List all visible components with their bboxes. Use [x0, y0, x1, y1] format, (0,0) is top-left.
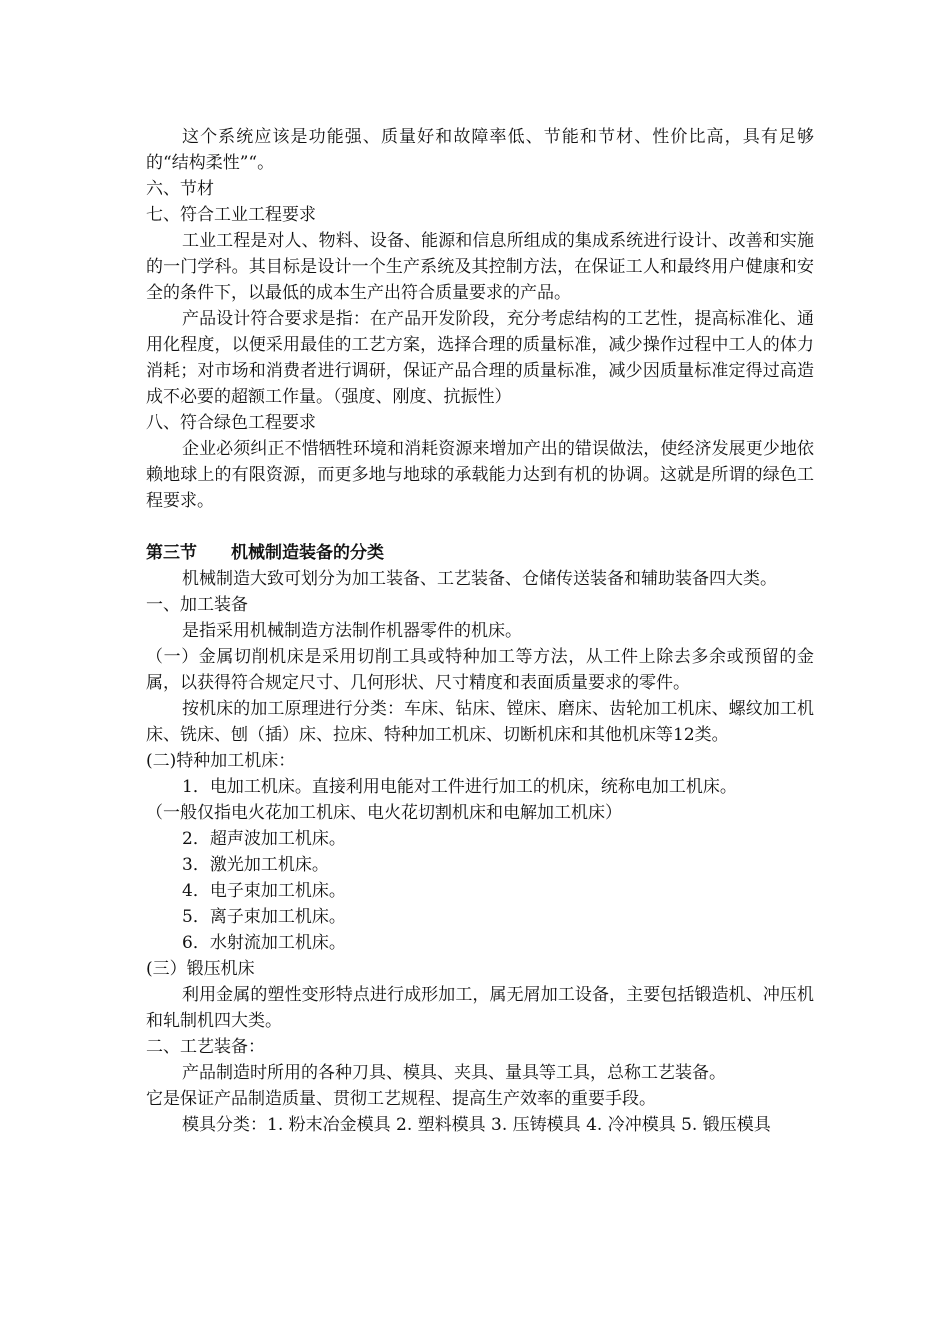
paragraph-machine-tool-definition: 是指采用机械制造方法制作机器零件的机床。 — [182, 621, 522, 641]
heading-processing-equipment: 一、加工装备 — [146, 595, 248, 615]
list-item-electrical-machining: 1．电加工机床。直接利用电能对工件进行加工的机床，统称电加工机床。 — [182, 777, 737, 797]
paragraph-mold-classification: 模具分类：1. 粉末冶金模具 2. 塑料模具 3. 压铸模具 4. 冷冲模具 5. 锻压模具 — [182, 1115, 771, 1135]
list-item-electron-beam: 4．电子束加工机床。 — [182, 881, 346, 901]
list-item-laser: 3．激光加工机床。 — [182, 855, 329, 875]
heading-industrial-engineering: 七、符合工业工程要求 — [146, 205, 316, 225]
paragraph-industrial-engineering: 工业工程是对人、物料、设备、能源和信息所组成的集成系统进行设计、改善和实施的一门学科。其目标是设计一个生产系统及其控制方法，在保证工人和最终用户健康和安全的条件下，以最低的成本生产出符合质量要求的产品。 — [146, 231, 814, 303]
list-item-water-jet: 6．水射流加工机床。 — [182, 933, 346, 953]
heading-special-machining: (二)特种加工机床： — [146, 751, 296, 771]
paragraph-process-equipment-role: 它是保证产品制造质量、贯彻工艺规程、提高生产效率的重要手段。 — [146, 1089, 656, 1109]
paragraph-machine-classification: 按机床的加工原理进行分类：车床、钻床、镗床、磨床、齿轮加工机床、螺纹加工机床、铣床、刨（插）床、拉床、特种加工机床、切断机床和其他机床等12类。 — [146, 699, 814, 745]
heading-process-equipment: 二、工艺装备： — [146, 1037, 265, 1057]
paragraph-edm-note: （一般仅指电火花加工机床、电火花切割机床和电解加工机床） — [146, 803, 622, 823]
paragraph-equipment-categories: 机械制造大致可划分为加工装备、工艺装备、仓储传送装备和辅助装备四大类。 — [182, 569, 777, 589]
section-heading: 机械制造装备的分类 — [231, 543, 384, 563]
paragraph-green-engineering: 企业必须纠正不惜牺牲环境和消耗资源来增加产出的错误做法，使经济发展更少地依赖地球上的有限资源，而更多地与地球的承载能力达到有机的协调。这就是所谓的绿色工程要求。 — [146, 439, 814, 511]
list-item-ultrasonic: 2．超声波加工机床。 — [182, 829, 346, 849]
paragraph-forging-machines: 利用金属的塑性变形特点进行成形加工，属无屑加工设备，主要包括锻造机、冲压机和轧制机四大类。 — [146, 985, 814, 1031]
heading-forging-machines: (三）锻压机床 — [146, 959, 255, 979]
paragraph-product-design: 产品设计符合要求是指：在产品开发阶段，充分考虑结构的工艺性，提高标准化、通用化程度，以便采用最佳的工艺方案，选择合理的质量标准，减少操作过程中工人的体力消耗；对市场和消费者进行调研，保证产品合理的质量标准，减少因质量标准定得过高造成不必要的超额工作量。（强度、刚度、抗振性） — [146, 309, 814, 407]
paragraph-metal-cutting: （一）金属切削机床是采用切削工具或特种加工等方法，从工件上除去多余或预留的金属，以获得符合规定尺寸、几何形状、尺寸精度和表面质量要求的零件。 — [146, 647, 814, 693]
list-item-ion-beam: 5．离子束加工机床。 — [182, 907, 346, 927]
paragraph-structure-flexibility: 这个系统应该是功能强、质量好和故障率低、节能和节材、性价比高，具有足够的“结构柔性”“。 — [146, 127, 814, 173]
paragraph-process-equipment: 产品制造时所用的各种刀具、模具、夹具、量具等工具，总称工艺装备。 — [182, 1063, 726, 1083]
section-number: 第三节 — [146, 543, 197, 563]
section-title — [146, 540, 814, 566]
document-page — [146, 124, 814, 1138]
heading-material-saving: 六、节材 — [146, 179, 214, 199]
heading-green-engineering: 八、符合绿色工程要求 — [146, 413, 316, 433]
